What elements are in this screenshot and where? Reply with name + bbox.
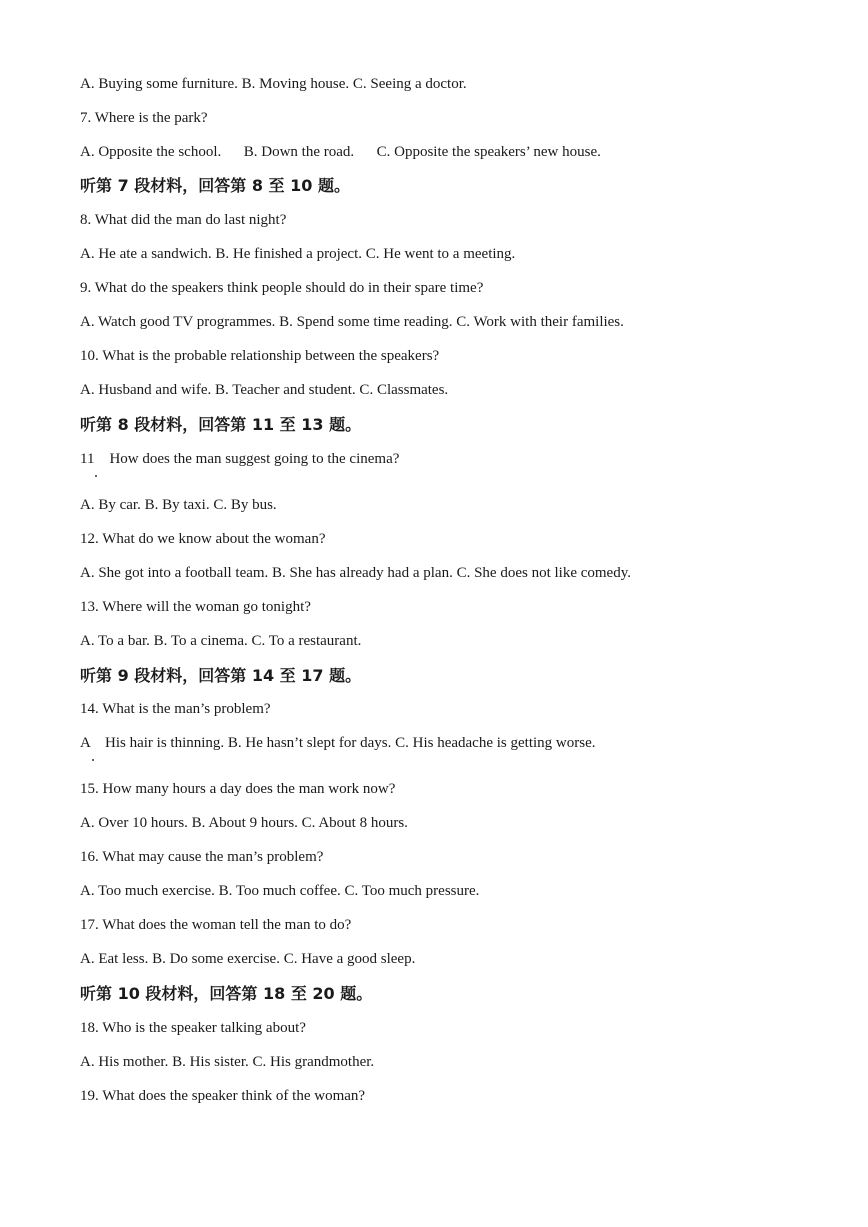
answer-options-7: A. Opposite the school. B. Down the road. C. Opposite the speakers’ new house.: [80, 144, 601, 160]
section-heading-10: 听第 10 段材料，回答第 18 至 20 题。: [80, 984, 373, 1003]
question-10: 10. What is the probable relationship between the speakers?: [80, 348, 440, 364]
answer-options-11: A. By car. B. By taxi. C. By bus.: [80, 497, 277, 513]
question-13: 13. Where will the woman go tonight?: [80, 599, 311, 615]
question-19: 19. What does the speaker think of the woman?: [80, 1088, 366, 1104]
answer-options-12: A. She got into a football team. B. She has already had a plan. C. She does not like comedy.: [80, 565, 631, 581]
question-9: 9. What do the speakers think people should do in their spare time?: [80, 280, 484, 296]
answer-options-10: A. Husband and wife. B. Teacher and student. C. Classmates.: [80, 382, 449, 398]
answer-options-18: A. His mother. B. His sister. C. His grandmother.: [80, 1054, 375, 1070]
scan-dot: [95, 475, 97, 477]
answer-options-14: A His hair is thinning. B. He hasn’t slept for days. C. His headache is getting worse.: [80, 735, 596, 751]
question-18: 18. Who is the speaker talking about?: [80, 1020, 306, 1036]
section-heading-7: 听第 7 段材料，回答第 8 至 10 题。: [80, 176, 350, 195]
answer-options-17: A. Eat less. B. Do some exercise. C. Have a good sleep.: [80, 951, 416, 967]
question-8: 8. What did the man do last night?: [80, 212, 287, 228]
question-17: 17. What does the woman tell the man to do?: [80, 917, 352, 933]
question-16: 16. What may cause the man’s problem?: [80, 849, 324, 865]
answer-options-8: A. He ate a sandwich. B. He finished a project. C. He went to a meeting.: [80, 246, 516, 262]
section-heading-8: 听第 8 段材料，回答第 11 至 13 题。: [80, 415, 362, 434]
scan-dot: [92, 759, 94, 761]
answer-options-9: A. Watch good TV programmes. B. Spend some time reading. C. Work with their families.: [80, 314, 624, 330]
question-15: 15. How many hours a day does the man work now?: [80, 781, 396, 797]
question-14: 14. What is the man’s problem?: [80, 701, 271, 717]
answer-options-15: A. Over 10 hours. B. About 9 hours. C. About 8 hours.: [80, 815, 408, 831]
question-7: 7. Where is the park?: [80, 110, 208, 126]
answer-options-13: A. To a bar. B. To a cinema. C. To a restaurant.: [80, 633, 362, 649]
answer-options-6: A. Buying some furniture. B. Moving house. C. Seeing a doctor.: [80, 76, 467, 92]
answer-options-16: A. Too much exercise. B. Too much coffee. C. Too much pressure.: [80, 883, 480, 899]
question-12: 12. What do we know about the woman?: [80, 531, 326, 547]
question-11: 11 How does the man suggest going to the cinema?: [80, 451, 400, 467]
section-heading-9: 听第 9 段材料，回答第 14 至 17 题。: [80, 666, 362, 685]
